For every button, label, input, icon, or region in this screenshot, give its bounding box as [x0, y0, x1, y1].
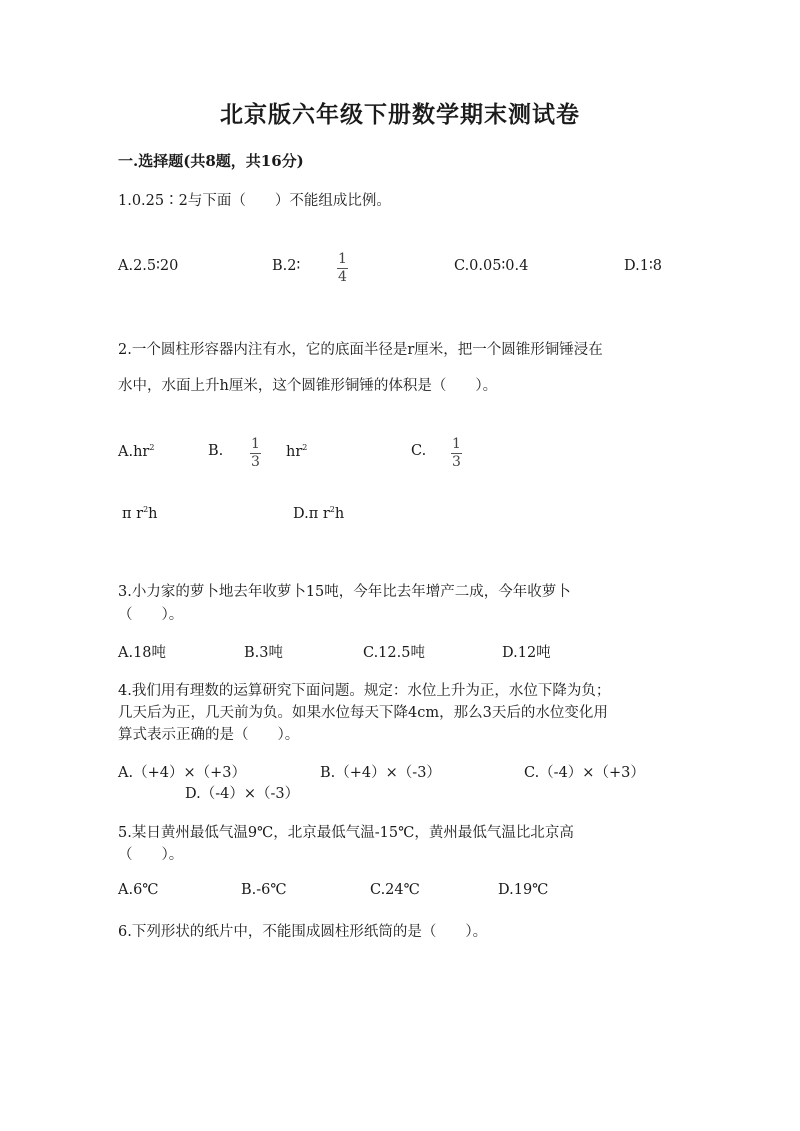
q2-option-a — [118, 443, 154, 460]
fraction-denominator: 4 — [338, 269, 347, 285]
q3-option-d: D.12吨 — [502, 645, 551, 661]
page-title: 北京版六年级下册数学期末测试卷 — [220, 101, 580, 128]
fraction-denominator: 3 — [251, 454, 260, 470]
exponent: 2 — [143, 505, 149, 514]
q2-option-b-label: B. — [208, 443, 224, 459]
question-4-stem-line-1: 4.我们用有理数的运算研究下面问题。规定：水位上升为正，水位下降为负； — [118, 683, 611, 699]
q2-option-c-term: π r — [122, 506, 144, 522]
q1-option-a: A.2.5∶20 — [118, 258, 179, 274]
exponent: 2 — [302, 443, 308, 452]
q2-option-c-continued — [122, 505, 158, 522]
fraction-numerator: 1 — [338, 251, 347, 267]
q2-option-c-fraction — [451, 437, 462, 470]
question-4-stem-line-2: 几天后为正，几天前为负。如果水位每天下降4cm，那么3天后的水位变化用 — [118, 705, 608, 721]
q3-option-b: B.3吨 — [244, 645, 283, 661]
fraction-denominator: 3 — [452, 454, 461, 470]
q2-option-b-text — [286, 443, 307, 460]
q2-option-a-text: A.hr — [118, 444, 150, 460]
q5-option-b: B.-6℃ — [241, 882, 287, 898]
q4-option-c: C.（-4）×（+3） — [524, 765, 645, 781]
fraction-numerator: 1 — [251, 436, 260, 452]
question-2-stem-line-2: 水中，水面上升h厘米，这个圆锥形铜锤的体积是（ ）。 — [118, 378, 498, 394]
q2-option-b-term: hr — [286, 444, 303, 460]
q2-option-c-label: C. — [411, 443, 427, 459]
q5-option-a: A.6℃ — [118, 882, 159, 898]
question-3-stem-line-2: （ ）。 — [118, 607, 184, 623]
question-6-stem: 6.下列形状的纸片中，不能围成圆柱形纸筒的是（ ）。 — [118, 924, 488, 940]
q3-option-c: C.12.5吨 — [363, 645, 425, 661]
section-heading: 一.选择题(共8题，共16分) — [118, 152, 304, 170]
q5-option-d: D.19℃ — [498, 882, 549, 898]
q1-option-b: B.2∶ — [272, 258, 301, 274]
question-3-stem-line-1: 3.小力家的萝卜地去年收萝卜15吨，今年比去年增产二成，今年收萝卜 — [118, 584, 571, 600]
exponent: 2 — [329, 505, 335, 514]
q4-option-b: B.（+4）×（-3） — [320, 765, 441, 781]
fraction-numerator: 1 — [452, 436, 461, 452]
exponent: 2 — [149, 443, 155, 452]
q1-option-d: D.1∶8 — [624, 258, 662, 274]
q2-option-b-fraction — [250, 437, 261, 470]
q4-option-a: A.（+4）×（+3） — [118, 765, 246, 781]
question-5-stem-line-2: （ ）。 — [118, 847, 184, 863]
q1-option-b-fraction — [337, 252, 348, 285]
q2-option-d — [293, 505, 344, 522]
question-4-stem-line-3: 算式表示正确的是（ ）。 — [118, 727, 300, 743]
q5-option-c: C.24℃ — [370, 882, 420, 898]
question-1-stem: 1.0.25∶2与下面（ ）不能组成比例。 — [118, 193, 391, 209]
q1-option-c: C.0.05∶0.4 — [454, 258, 529, 274]
q2-option-d-term: D.π r — [293, 506, 330, 522]
question-2-stem-line-1: 2.一个圆柱形容器内注有水，它的底面半径是r厘米，把一个圆锥形铜锤浸在 — [118, 342, 603, 358]
q2-option-c-term-end: h — [148, 506, 158, 522]
q2-option-d-term-end: h — [334, 506, 345, 522]
q3-option-a: A.18吨 — [118, 645, 167, 661]
q4-option-d: D.（-4）×（-3） — [185, 786, 300, 802]
question-5-stem-line-1: 5.某日黄州最低气温9℃，北京最低气温-15℃，黄州最低气温比北京高 — [118, 825, 574, 841]
